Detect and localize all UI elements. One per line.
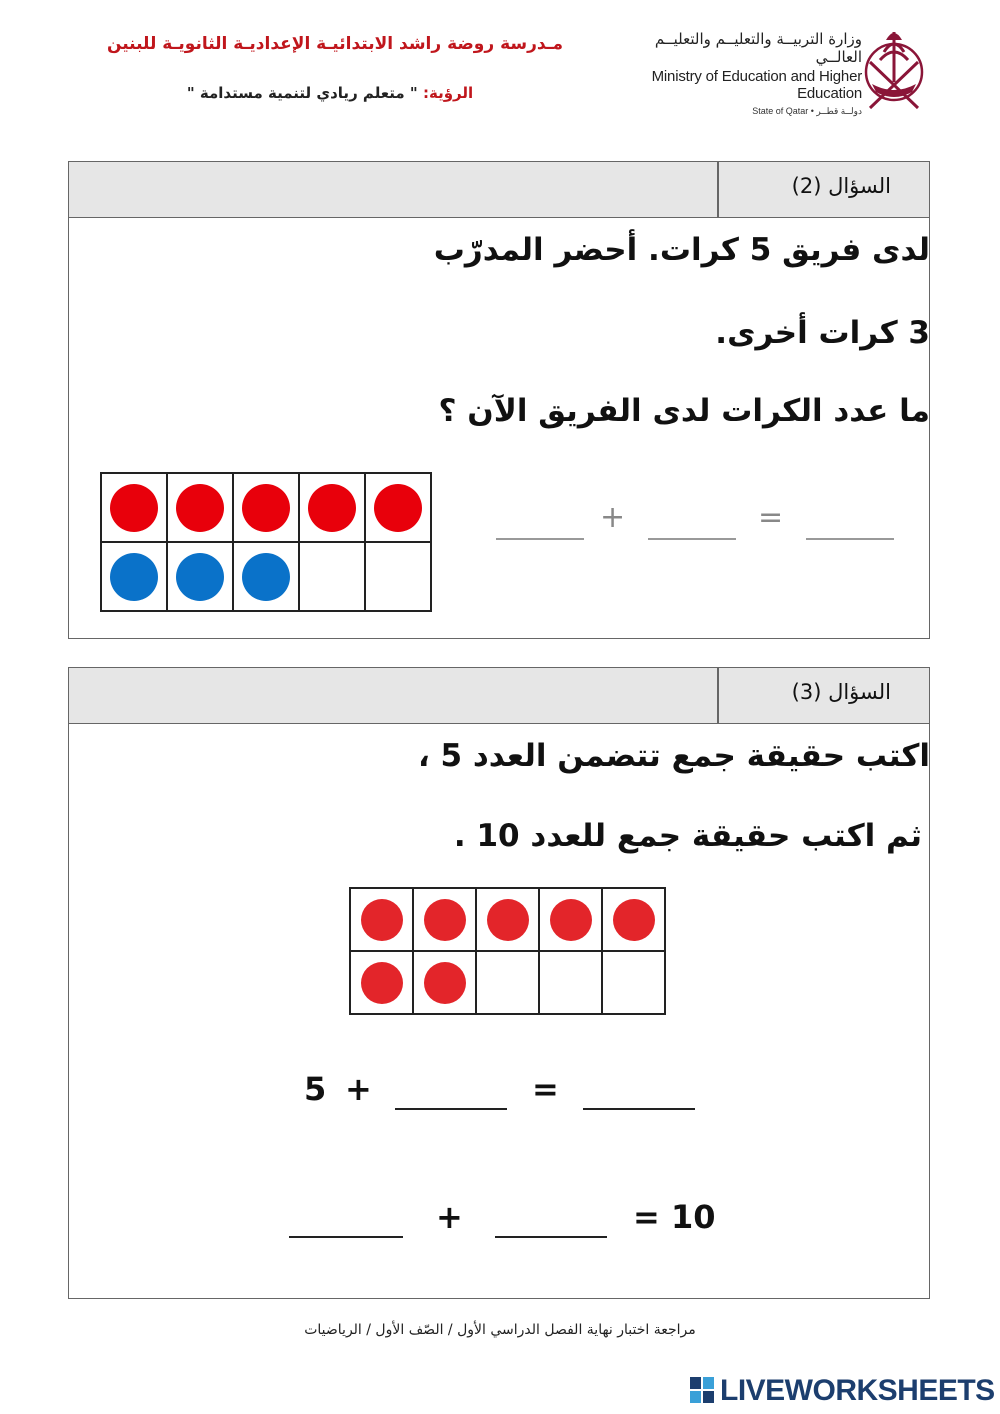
counter-dot <box>424 962 466 1004</box>
ten-frame-cell <box>233 473 299 542</box>
vision-label: الرؤية: <box>422 84 474 102</box>
counter-dot <box>361 899 403 941</box>
ten-frame-cell <box>350 888 413 951</box>
equation-2-blank-2[interactable] <box>495 1236 607 1238</box>
counter-dot <box>361 962 403 1004</box>
equation-1-blank-1[interactable] <box>395 1108 507 1110</box>
counter-dot <box>613 899 655 941</box>
footer-caption: مراجعة اختبار نهاية الفصل الدراسي الأول / الصّف الأول / الرياضيات <box>304 1322 696 1338</box>
equals-sign: = <box>758 500 784 535</box>
counter-dot <box>374 484 422 532</box>
ten-frame-q2 <box>100 472 432 612</box>
ten-frame-cell <box>539 888 602 951</box>
state-of-qatar: State of Qatar • دولــة قطــر <box>752 106 862 116</box>
liveworksheets-logo-icon <box>690 1377 714 1407</box>
counter-dot <box>110 484 158 532</box>
vision-line <box>150 84 510 102</box>
ten-frame-grid <box>100 472 432 612</box>
ten-frame-cell <box>233 542 299 611</box>
answer-blank-1[interactable] <box>496 538 584 540</box>
ten-frame-cell <box>602 951 665 1014</box>
counter-dot <box>424 899 466 941</box>
ten-frame-q3 <box>349 887 666 1015</box>
ten-frame-cell <box>101 473 167 542</box>
counter-dot <box>242 484 290 532</box>
counter-dot <box>110 553 158 601</box>
counter-dot <box>550 899 592 941</box>
ministry-name-en: Ministry of Education and Higher Education <box>651 68 862 102</box>
ten-frame-cell <box>476 888 539 951</box>
question-2-header <box>69 162 929 218</box>
question-3-line-2: ثم اكتب حقيقة جمع للعدد 10 . <box>453 818 922 854</box>
equation-2-plus: + <box>436 1198 463 1236</box>
ten-frame-cell <box>365 473 431 542</box>
counter-dot <box>176 484 224 532</box>
ten-frame-cell <box>413 951 476 1014</box>
question-2-line-2: 3 كرات أخرى. <box>715 315 930 351</box>
answer-blank-3[interactable] <box>806 538 894 540</box>
ten-frame-cell <box>350 951 413 1014</box>
ten-frame-cell <box>539 951 602 1014</box>
plus-sign: + <box>600 500 626 535</box>
counter-dot <box>176 553 224 601</box>
ten-frame-cell <box>413 888 476 951</box>
ten-frame-cell <box>365 542 431 611</box>
counter-dot <box>487 899 529 941</box>
question-2-label: السؤال (2) <box>791 174 891 198</box>
ten-frame-cell <box>602 888 665 951</box>
counter-dot <box>308 484 356 532</box>
ten-frame-cell <box>101 542 167 611</box>
ten-frame-grid <box>349 887 666 1015</box>
liveworksheets-wordmark: LIVEWORKSHEETS <box>720 1374 995 1407</box>
ministry-block <box>612 30 862 117</box>
header-divider <box>717 668 719 723</box>
question-2-line-3: ما عدد الكرات لدى الفريق الآن ؟ <box>438 393 930 429</box>
ten-frame-cell <box>299 542 365 611</box>
question-2-line-1: لدى فريق 5 كرات. أحضر المدرّب <box>433 232 930 268</box>
qatar-emblem-icon <box>862 22 926 116</box>
equation-1-number: 5 <box>304 1070 327 1108</box>
equation-1-plus: + <box>345 1070 372 1108</box>
answer-blank-2[interactable] <box>648 538 736 540</box>
equation-2-result: = 10 <box>633 1198 716 1236</box>
equation-2-blank-1[interactable] <box>289 1236 403 1238</box>
equation-1-equals: = <box>532 1070 559 1108</box>
ten-frame-cell <box>167 542 233 611</box>
ten-frame-cell <box>299 473 365 542</box>
question-3-label: السؤال (3) <box>791 680 891 704</box>
ten-frame-cell <box>476 951 539 1014</box>
ministry-name-ar: وزارة التربيــة والتعليــم والتعليــم العالــي <box>654 30 862 66</box>
school-name: مـدرسة روضة راشد الابتدائيـة الإعداديـة الثانويـة للبنين <box>106 34 564 54</box>
question-3-header <box>69 668 929 724</box>
question-3-line-1: اكتب حقيقة جمع تتضمن العدد 5 ، <box>417 738 930 774</box>
header-divider <box>717 162 719 217</box>
counter-dot <box>242 553 290 601</box>
vision-text: " متعلم ريادي لتنمية مستدامة " <box>186 84 418 102</box>
ten-frame-cell <box>167 473 233 542</box>
equation-1-blank-2[interactable] <box>583 1108 695 1110</box>
